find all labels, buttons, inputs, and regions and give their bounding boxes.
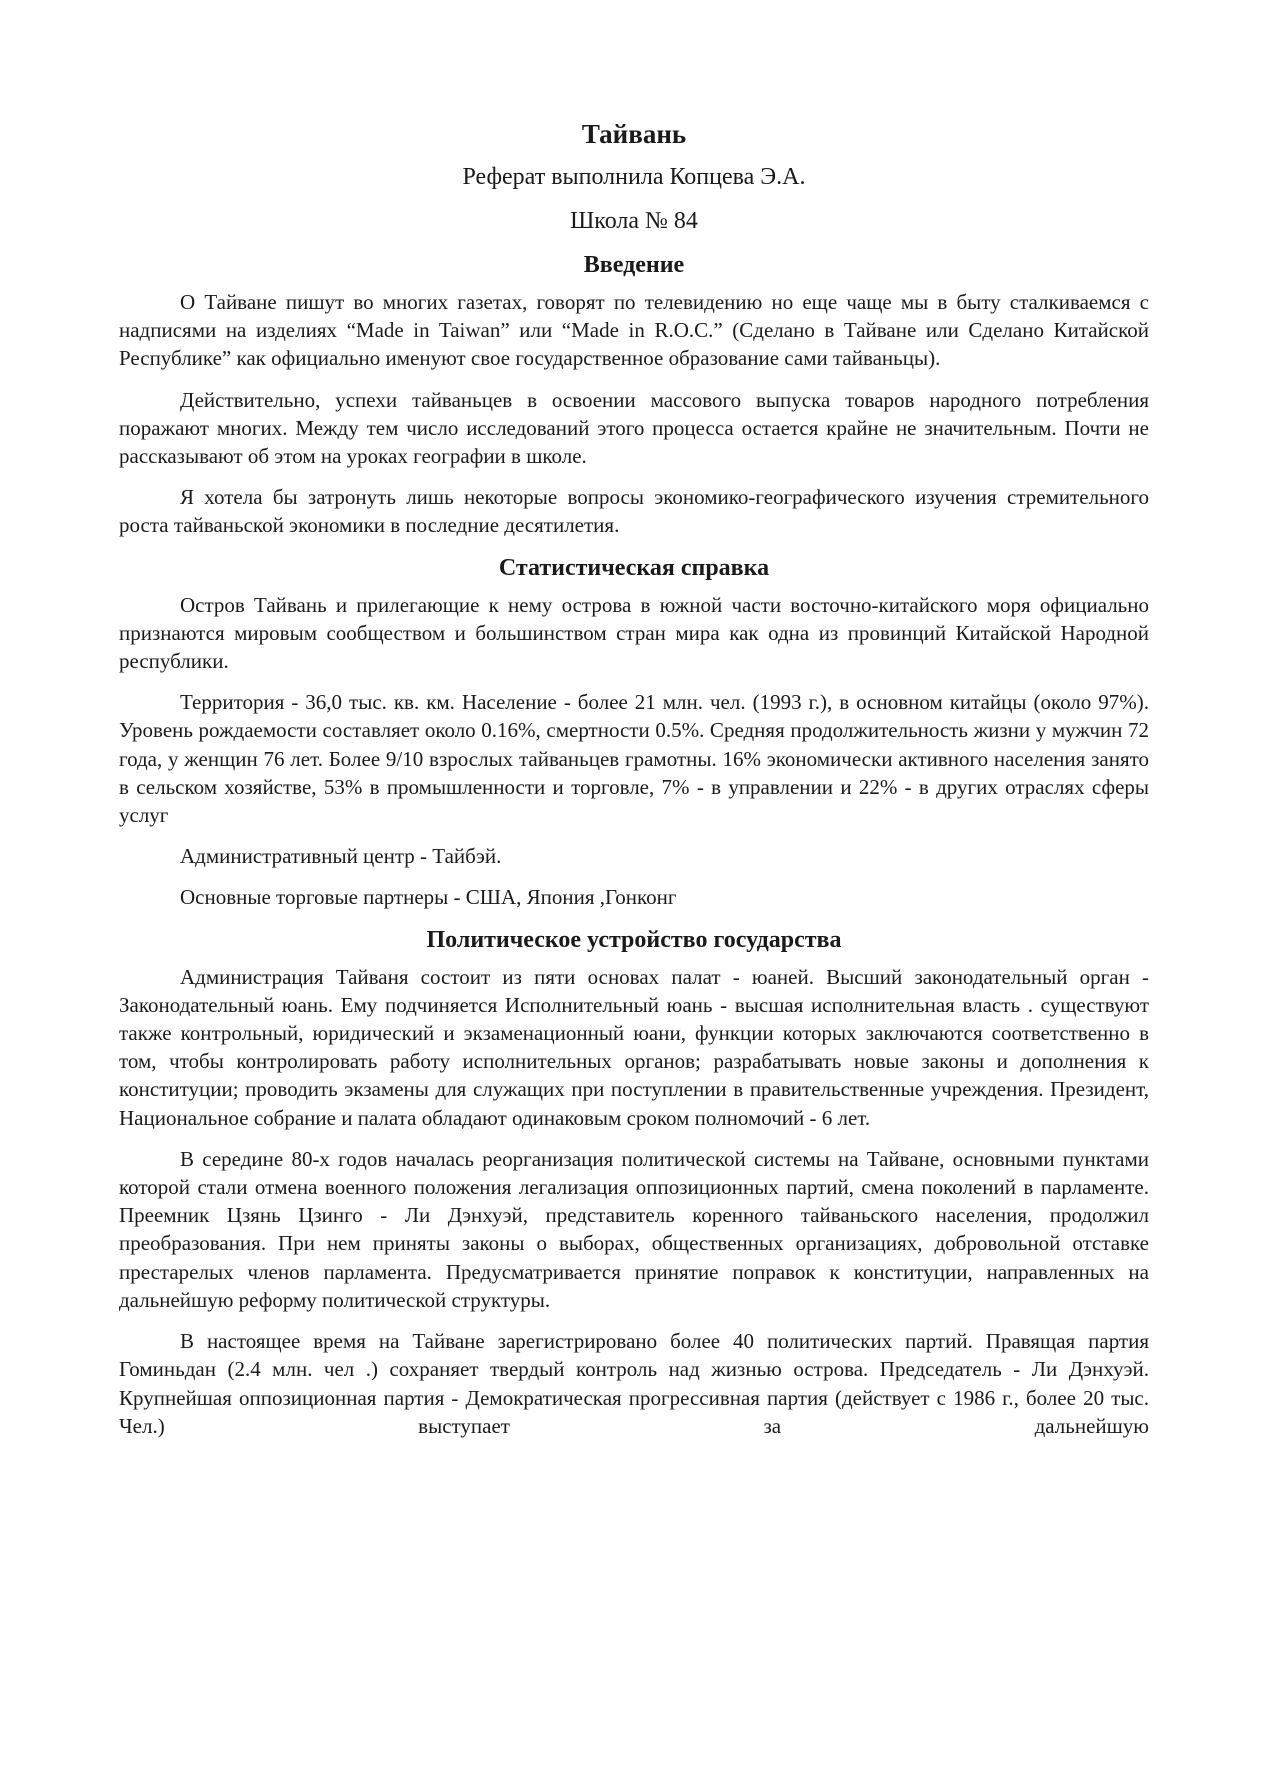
section-heading-statistics: Статистическая справка — [498, 554, 770, 581]
paragraph: В середине 80-х годов началась реорганизация политической системы на Тайване, основными пунктами которой стали отмена военного положения легализация оппозиционных партий, смена поколений в парламенте. Преемник Цзянь Цзинго - Ли Дэнхуэй, представитель коренного тайваньского населения, продолжил преобразования. При нем приняты законы о выборах, общественных организациях, добровольной отставке престарелых членов парламента. Предусматривается принятие поправок к конституции, направленных на дальнейшую реформу политической структуры. — [119, 1146, 1149, 1312]
paragraph: Основные торговые партнеры - США, Япония ,Гонконг — [180, 885, 677, 910]
paragraph: Административный центр - Тайбэй. — [180, 844, 502, 869]
section-heading-politics: Политическое устройство государства — [426, 926, 842, 953]
paragraph: Остров Тайвань и прилегающие к нему острова в южной части восточно-китайского моря официально признаются мировым сообществом и большинством стран мира как одна из провинций Китайской Народной республики. — [119, 592, 1149, 674]
paragraph: В настоящее время на Тайване зарегистрировано более 40 политических партий. Правящая партия Гоминьдан (2.4 млн. чел .) сохраняет твердый контроль над жизнью острова. Председатель - Ли Дэнхуэй. Крупнейшая оппозиционная партия - Демократическая прогрессивная партия (действует с 1986 г., более 20 тыс. Чел.) выступает за дальнейшую — [119, 1329, 1149, 1438]
paragraph: Я хотела бы затронуть лишь некоторые вопросы экономико-географического изучения стремительного роста тайваньской экономики в последние десятилетия. — [119, 485, 1149, 538]
paragraph: Администрация Тайваня состоит из пяти основах палат - юаней. Высший законодательный орган - Законодательный юань. Ему подчиняется Исполнительный юань - высшая исполнительная власть . существуют также контрольный, юридический и экзаменационный юани, функции которых заключаются соответственно в том, чтобы контролировать работу исполнительных органов; разрабатывать новые законы и дополнения к конституции; проводить экзамены для служащих при поступлении в правительственные учреждения. Президент, Национальное собрание и палата обладают одинаковым сроком полномочий - 6 лет. — [119, 964, 1149, 1130]
section-heading-intro: Введение — [583, 252, 685, 278]
paragraph: О Тайване пишут во многих газетах, говорят по телевидению но еще чаще мы в быту сталкиваемся с надписями на изделиях “Made in Taiwan” или “Made in R.O.C.” (Сделано в Тайване или Сделано Китайской Республике” как официально именуют свое государственное образование сами тайваньцы). — [119, 290, 1149, 371]
document-page — [119, 118, 1149, 1453]
paragraph: Территория - 36,0 тыс. кв. км. Население - более 21 млн. чел. (1993 г.), в основном китайцы (около 97%). Уровень рождаемости составляет около 0.16%, смертности 0.5%. Средняя продолжительность жизни у мужчин 72 года, у женщин 76 лет. Более 9/10 взрослых тайваньцев грамотны. 16% экономически активного населения занято в сельском хозяйстве, 53% в промышленности и торговле, 7% - в управлении и 22% - в других отраслях сферы услуг — [119, 690, 1149, 828]
document-title: Тайвань — [581, 119, 687, 149]
school-line: Школа № 84 — [570, 208, 698, 234]
paragraph: Действительно, успехи тайваньцев в освоении массового выпуска товаров народного потребления поражают многих. Между тем число исследований этого процесса остается крайне не значительным. Почти не рассказывают об этом на уроках географии в школе. — [119, 387, 1149, 469]
author-line: Реферат выполнила Копцева Э.А. — [462, 164, 806, 190]
